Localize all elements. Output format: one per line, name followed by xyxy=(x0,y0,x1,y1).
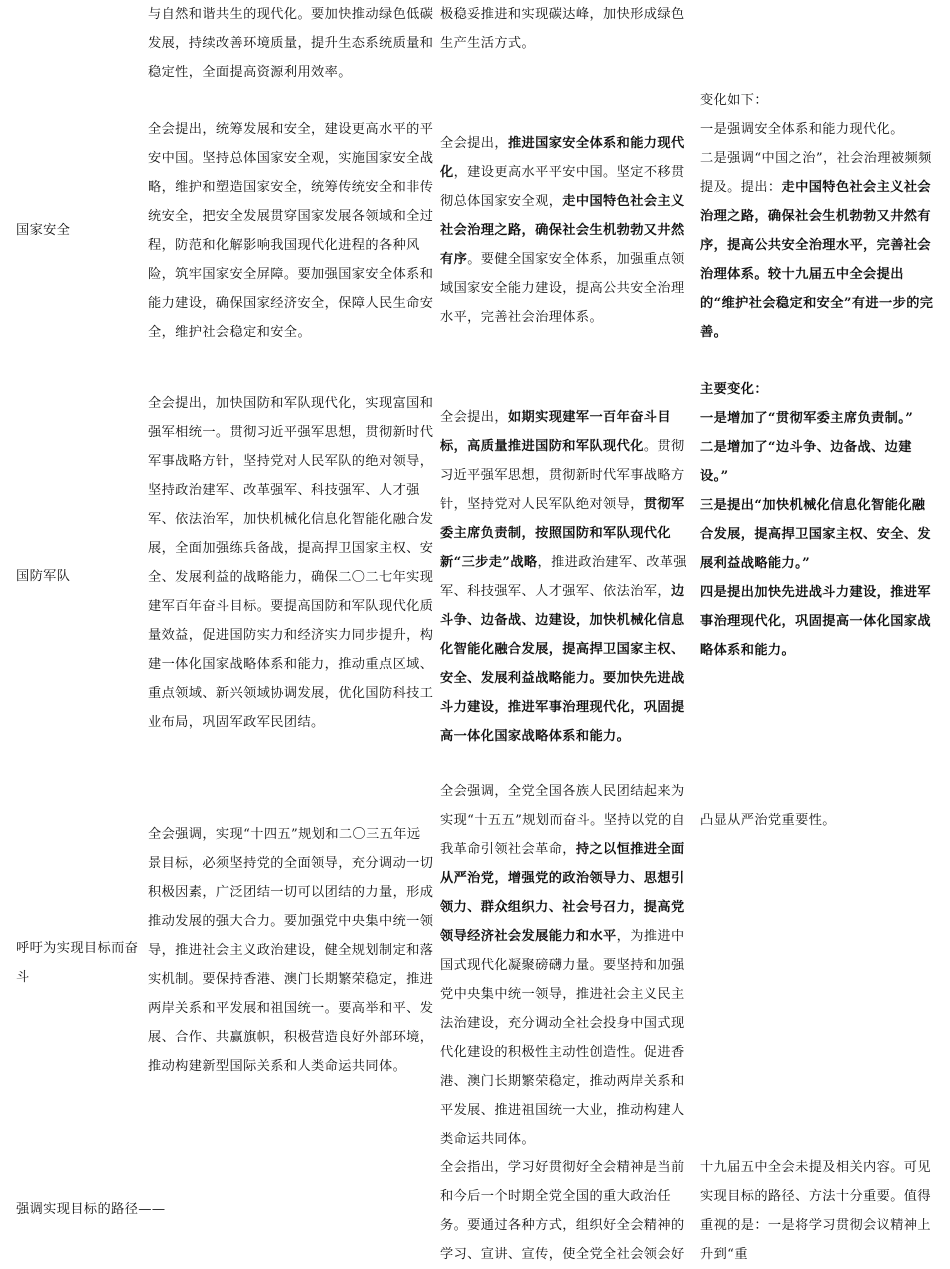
col3-line: 主要变化： xyxy=(700,382,768,397)
seg: 走中国特色社会主义社会治理之路，确保社会生机勃勃又井然有序，提高公共安全治理水平，完善社会治理体系。较十九届五中全会提出的“维护社会稳定和安全”有进一步的完善。 xyxy=(700,180,934,340)
row4-col3: 十九届五中全会未提及相关内容。可见实现目标的路径、方法十分重要。值得重视的是：一是将学习贯彻会议精神上升到“重 xyxy=(700,1160,931,1262)
row4-col2: 全会指出，学习好贯彻好全会精神是当前和今后一个时期全党全国的重大政治任务。要通过各种方式，组织好全会精神的学习、宣讲、宣传，使全党全社会领会好 xyxy=(440,1160,685,1262)
col3-line: 四是提出加快先进战斗力建设，推进军事治理现代化，巩固提高一体化国家战略体系和能力。 xyxy=(700,585,931,658)
seg: 全会提出， xyxy=(440,410,508,425)
row4-topic: 强调实现目标的路径—— xyxy=(16,1202,166,1217)
col3-line: 二是增加了“边斗争、边备战、边建设。” xyxy=(700,440,912,484)
row1-col1: 全会提出，统筹发展和安全，建设更高水平的平安中国。坚持总体国家安全观，实施国家安全战略，维护和塑造国家安全，统筹传统安全和非传统安全，把安全发展贯穿国家发展各领域和全过程，防范和化解影响我国现代化进程的各种风险，筑牢国家安全屏障。要加强国家安全体系和能力建设，确保国家经济安全，保障人民生命安全，维护社会稳定和安全。 xyxy=(148,122,434,340)
seg: ，建设更高水平平安中国。坚定不移贯彻总体国家安全观， xyxy=(440,165,685,209)
seg: ，推进政治建军、改革强军、科技强军、人才强军、依法治军， xyxy=(440,555,687,599)
row3-col1: 全会强调，实现“十四五”规划和二〇三五年远景目标，必须坚持党的全面领导，充分调动一切积极因素，广泛团结一切可以团结的力量，形成推动发展的强大合力。要加强党中央集中统一领导，推进社会主义政治建设，健全规划制定和落实机制。要保持香港、澳门长期繁荣稳定，推进两岸关系和平发展和祖国统一。要高举和平、发展、合作、共赢旗帜，积极营造良好外部环境，推动构建新型国际关系和人类命运共同体。 xyxy=(148,827,434,1074)
row0-col1: 与自然和谐共生的现代化。要加快推动绿色低碳发展，持续改善环境质量，提升生态系统质量和稳定性，全面提高资源利用效率。 xyxy=(148,7,434,80)
col3-line: 三是提出“加快机械化信息化智能化融合发展，提高捍卫国家主权、安全、发展利益战略能力。” xyxy=(700,498,931,571)
seg: 。贯彻习近平强军思想，贯彻新时代军事战略方针，坚持党对人民军队绝对领导， xyxy=(440,439,685,512)
seg: 边斗争、边备战、边建设，加快机械化信息化智能化融合发展，提高捍卫国家主权、安全、发展利益战略能力。要加快先进战斗力建设，推进军事治理现代化，巩固提高一体化国家战略体系和能力。 xyxy=(440,584,685,744)
row2-col1: 全会提出，加快国防和军队现代化，实现富国和强军相统一。贯彻习近平强军思想，贯彻新时代军事战略方针，坚持党对人民军队的绝对领导，坚持政治建军、改革强军、科技强军、人才强军、依法治军，加快机械化信息化智能化融合发展，全面加强练兵备战，提高捍卫国家主权、安全、发展利益的战略能力，确保二〇二七年实现建军百年奋斗目标。要提高国防和军队现代化质量效益，促进国防实力和经济实力同步提升，构建一体化国家战略体系和能力，推动重点区域、重点领域、新兴领域协调发展，优化国防科技工业布局，巩固军政军民团结。 xyxy=(148,396,434,730)
row0-col2: 极稳妥推进和实现碳达峰，加快形成绿色生产生活方式。 xyxy=(440,7,685,51)
row1-topic: 国家安全 xyxy=(16,223,71,238)
seg: 如期实现建军一百年奋斗目标，高质量推进国防和军队现代化 xyxy=(440,410,671,454)
seg: 。要健全国家安全体系，加强重点领域国家安全能力建设，提高公共安全治理水平，完善社会治理体系。 xyxy=(440,252,685,325)
row2-topic: 国防军队 xyxy=(16,569,71,584)
row2-col3 xyxy=(700,375,936,665)
col3-line: 一是强调安全体系和能力现代化。 xyxy=(700,122,904,137)
row3-col3: 凸显从严治党重要性。 xyxy=(700,813,836,828)
seg: ，为推进中国式现代化凝聚磅礴力量。要坚持和加强党中央集中统一领导，推进社会主义民主法治建设，充分调动全社会投身中国式现代化建设的积极性主动性创造性。促进香港、澳门长期繁荣稳定，推动两岸关系和平发展、推进祖国统一大业，推动构建人类命运共同体。 xyxy=(440,929,685,1147)
seg: 二是强调“中国之治”，社会治理被频频提及。提出： xyxy=(700,151,932,195)
seg: 持之以恒推进全面从严治党，增强党的政治领导力、思想引领力、群众组织力、社会号召力，提高党领导经济社会发展能力和水平 xyxy=(440,842,685,944)
row3-topic: 呼吁为实现目标而奋斗 xyxy=(16,941,139,985)
seg: 推进国家安全体系和能力现代化 xyxy=(440,136,685,180)
seg: 全会强调，全党全国各族人民团结起来为实现“十五五”规划而奋斗。坚持以党的自我革命引领社会革命， xyxy=(440,784,686,857)
row1-col2 xyxy=(440,129,698,332)
col3-line: 变化如下： xyxy=(700,93,768,108)
seg: 走中国特色社会主义社会治理之路，确保社会生机勃勃又井然有序 xyxy=(440,194,685,267)
seg: 贯彻军委主席负责制，按照国防和军队现代化新“三步走”战略 xyxy=(440,497,685,570)
row3-col2 xyxy=(440,777,698,1154)
row2-col2 xyxy=(440,403,698,751)
col3-line: 一是增加了“贯彻军委主席负责制。” xyxy=(700,411,914,426)
row1-col3 xyxy=(700,86,936,347)
seg: 全会提出， xyxy=(440,136,508,151)
